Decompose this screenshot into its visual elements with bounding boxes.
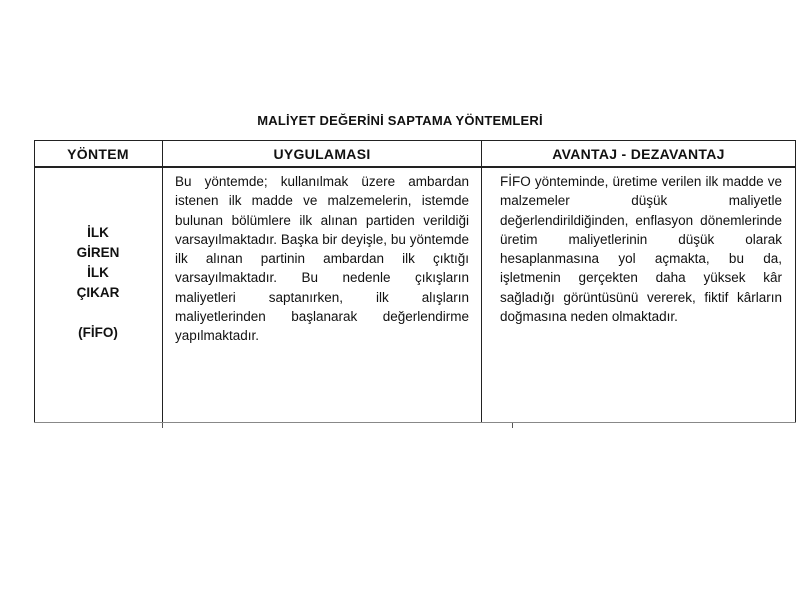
method-name-line: GİREN bbox=[76, 245, 120, 260]
header-pros-cons: AVANTAJ - DEZAVANTAJ bbox=[552, 146, 725, 162]
table-border-right bbox=[795, 141, 796, 423]
pros-cons-cell: FİFO yönteminde, üretime verilen ilk madde ve malzemeler düşük maliyetle değerlendirildiğinden, enflasyon dönemlerinde üretim maliyetlerinin düşük olarak hesaplanmasına yol açmakta, bu da, işletmenin gerçekten daha yüksek kâr sağladığı görüntüsünü vererek, fiktif kârların doğmasına neden olmaktadır. bbox=[500, 174, 782, 325]
table-divider-1 bbox=[162, 141, 163, 423]
next-row-border-fragment bbox=[512, 423, 513, 428]
next-row-border-fragment bbox=[162, 423, 163, 428]
document-title: MALİYET DEĞERİNİ SAPTAMA YÖNTEMLERİ bbox=[257, 113, 543, 128]
method-abbreviation: (FİFO) bbox=[78, 325, 118, 340]
header-separator bbox=[34, 166, 796, 168]
application-cell: Bu yöntemde; kullanılmak üzere ambardan istenen ilk madde ve malzemelerin, istemde bulunan bölümlere ilk alınan partiden verildiği varsayılmaktadır. Başka bir deyişle, bu yöntemde ilk alınan partinin ambardan ilk çıktığı varsayılmaktadır. Bu nedenle çıkışların maliyetleri saptanırken, ilk alışların maliyetlerinden başlanarak değerlendirme yapılmaktadır. bbox=[175, 174, 469, 344]
header-method: YÖNTEM bbox=[67, 146, 129, 162]
method-name-cell bbox=[34, 223, 162, 343]
method-name-line: ÇIKAR bbox=[76, 285, 120, 300]
method-name-line: İLK bbox=[87, 225, 109, 240]
row-separator bbox=[34, 422, 796, 423]
table-divider-2 bbox=[481, 141, 482, 423]
method-name-line: İLK bbox=[87, 265, 109, 280]
cost-methods-table bbox=[34, 140, 796, 423]
header-application: UYGULAMASI bbox=[273, 146, 371, 162]
